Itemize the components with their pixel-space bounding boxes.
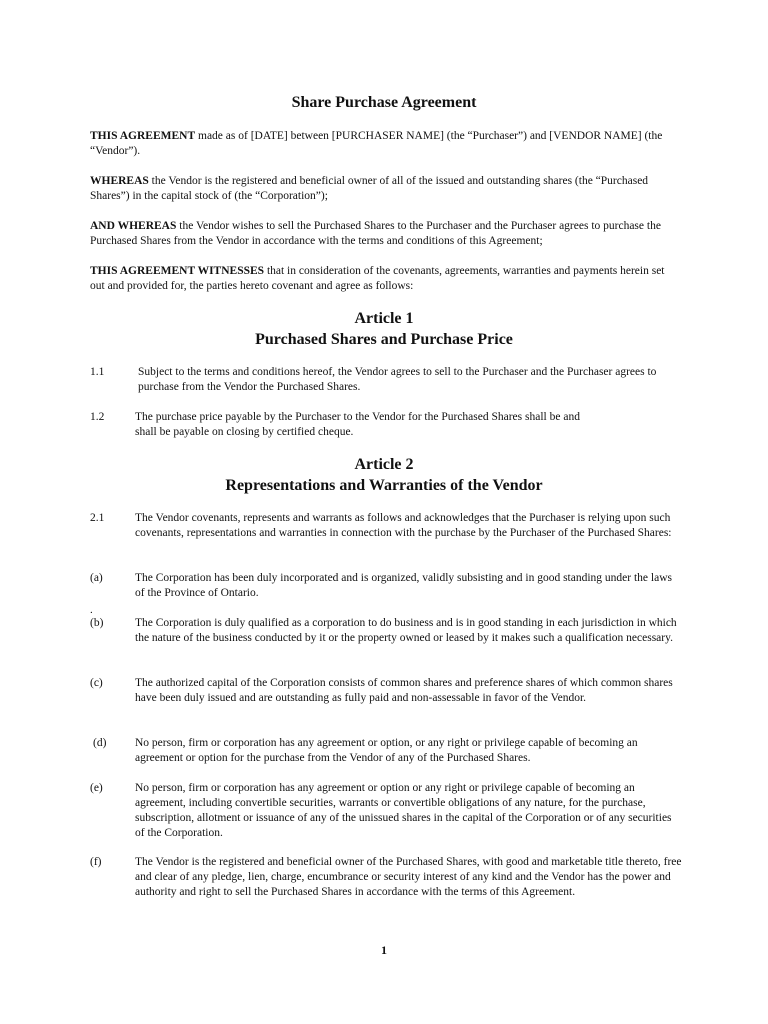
clause-number: (b)	[90, 617, 104, 629]
and-whereas-lead: AND WHEREAS	[90, 220, 177, 232]
intro-text: made as of [DATE] between [PURCHASER NAME] (the “Purchaser”) and [VENDOR NAME] (the “Vendor”).	[90, 130, 663, 157]
clause-text: No person, firm or corporation has any agreement or option, or any right or privilege capable of becoming an agreement or option for the purchase from the Vendor of any of the Purchased Shares.	[135, 737, 638, 764]
and-whereas-text: the Vendor wishes to sell the Purchased Shares to the Purchaser and the Purchaser agrees to purchase the Purchased Shares from the Vendor in accordance with the terms and conditions of this Agreement;	[90, 220, 661, 247]
page-title: Share Purchase Agreement	[291, 94, 477, 111]
clause-number: 1.2	[90, 411, 105, 423]
and-whereas-paragraph	[90, 219, 680, 249]
clause-text: The Corporation has been duly incorporated and is organized, validly subsisting and in good standing under the laws of the Province of Ontario.	[135, 572, 672, 599]
clause-text: The authorized capital of the Corporation consists of common shares and preference shares of which common shares have been duly issued and are outstanding as fully paid and non-assessable in favor of the Vendor.	[135, 677, 673, 704]
clause-number: (e)	[90, 782, 103, 794]
clause-number: (a)	[90, 572, 103, 584]
page-number: 1	[381, 943, 387, 957]
clause-number: (d)	[93, 737, 107, 749]
whereas-lead: WHEREAS	[90, 175, 149, 187]
witnesses-paragraph	[90, 264, 680, 294]
clause-number: (f)	[90, 856, 102, 868]
clause-number: 2.1	[90, 512, 105, 524]
clause-text: The Corporation is duly qualified as a corporation to do business and is in good standing in each jurisdiction in which the nature of the business conducted by it or the property owned or leased by it makes such a qualification necessary.	[135, 617, 677, 644]
whereas-text: the Vendor is the registered and beneficial owner of all of the issued and outstanding shares (the “Purchased Shares”) in the capital stock of (the “Corporation”);	[90, 175, 649, 202]
article-2-number: Article 2	[354, 456, 414, 473]
witnesses-lead: THIS AGREEMENT WITNESSES	[90, 265, 265, 277]
stray-mark: .	[90, 604, 93, 616]
intro-paragraph	[90, 129, 680, 159]
clause-number: 1.1	[90, 366, 105, 378]
witnesses-text: that in consideration of the covenants, agreements, warranties and payments herein set out and provided for, the parties hereto covenant and agree as follows:	[90, 265, 665, 292]
clause-text: The Vendor is the registered and beneficial owner of the Purchased Shares, with good and marketable title thereto, free and clear of any pledge, lien, charge, encumbrance or security interest of any kind and the Vendor has the power and authority and right to sell the Purchased Shares in accordance with the terms of this Agreement.	[135, 856, 682, 898]
clause-text: The purchase price payable by the Purchaser to the Vendor for the Purchased Shares shall be and shall be payable on closing by certified cheque.	[135, 411, 580, 438]
article-2-title: Representations and Warranties of the Vendor	[225, 477, 543, 494]
clause-text: The Vendor covenants, represents and warrants as follows and acknowledges that the Purchaser is relying upon such covenants, representations and warranties in connection with the purchase by the Purchaser of the Purchased Shares:	[135, 512, 672, 539]
intro-lead: THIS AGREEMENT	[90, 130, 196, 142]
clause-text: Subject to the terms and conditions hereof, the Vendor agrees to sell to the Purchaser and the Purchaser agrees to purchase from the Vendor the Purchased Shares.	[138, 366, 657, 393]
article-1-title: Purchased Shares and Purchase Price	[255, 331, 513, 348]
clause-number: (c)	[90, 677, 103, 689]
article-1-number: Article 1	[354, 310, 414, 327]
whereas-paragraph	[90, 174, 680, 204]
clause-text: No person, firm or corporation has any agreement or option or any right or privilege capable of becoming an agreement, including convertible securities, warrants or convertible obligations of any nature, for the purchase, subscription, allotment or issuance of any of the unissued shares in the capital of the Corporation or of any securities of the Corporation.	[135, 782, 672, 839]
